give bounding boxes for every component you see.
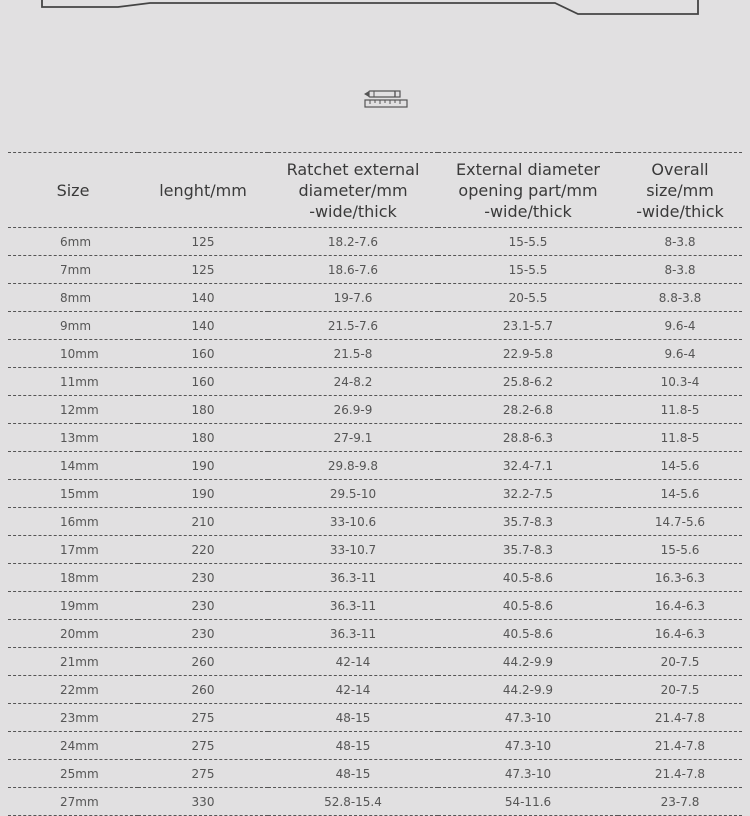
size-cell: 18mm	[8, 564, 138, 592]
size-cell: 20mm	[8, 620, 138, 648]
size-cell: 6mm	[8, 228, 138, 256]
size-cell: 13mm	[8, 424, 138, 452]
opening-diameter-cell: 47.3-10	[438, 760, 618, 788]
length-cell: 260	[138, 648, 268, 676]
table-row	[8, 424, 742, 452]
length-cell: 160	[138, 368, 268, 396]
opening-diameter-cell: 20-5.5	[438, 284, 618, 312]
table-row	[8, 704, 742, 732]
length-cell: 220	[138, 536, 268, 564]
length-cell: 190	[138, 480, 268, 508]
size-cell: 24mm	[8, 732, 138, 760]
table-row	[8, 396, 742, 424]
size-cell: 23mm	[8, 704, 138, 732]
opening-diameter-cell: 28.2-6.8	[438, 396, 618, 424]
length-cell: 180	[138, 424, 268, 452]
header-line: Overall	[651, 159, 709, 179]
ratchet-diameter-cell: 48-15	[268, 704, 438, 732]
wrench-outline-illustration	[0, 0, 750, 20]
opening-diameter-cell: 23.1-5.7	[438, 312, 618, 340]
length-cell: 330	[138, 788, 268, 816]
length-cell: 180	[138, 396, 268, 424]
size-spec-table	[8, 152, 742, 816]
table-row	[8, 340, 742, 368]
overall-size-cell: 11.8-5	[618, 424, 742, 452]
header-length	[138, 153, 268, 228]
table-row	[8, 536, 742, 564]
size-cell: 12mm	[8, 396, 138, 424]
length-cell: 260	[138, 676, 268, 704]
overall-size-cell: 15-5.6	[618, 536, 742, 564]
header-line: -wide/thick	[309, 201, 397, 221]
opening-diameter-cell: 32.4-7.1	[438, 452, 618, 480]
ratchet-diameter-cell: 42-14	[268, 676, 438, 704]
length-cell: 230	[138, 564, 268, 592]
size-cell: 9mm	[8, 312, 138, 340]
length-cell: 140	[138, 284, 268, 312]
length-cell: 275	[138, 704, 268, 732]
ratchet-diameter-cell: 29.5-10	[268, 480, 438, 508]
overall-size-cell: 8-3.8	[618, 256, 742, 284]
table-row	[8, 508, 742, 536]
ratchet-diameter-cell: 48-15	[268, 760, 438, 788]
length-cell: 160	[138, 340, 268, 368]
opening-diameter-cell: 35.7-8.3	[438, 508, 618, 536]
table-row	[8, 312, 742, 340]
header-ratchet-diameter	[268, 153, 438, 228]
table-row	[8, 480, 742, 508]
overall-size-cell: 8.8-3.8	[618, 284, 742, 312]
overall-size-cell: 8-3.8	[618, 228, 742, 256]
ratchet-diameter-cell: 36.3-11	[268, 620, 438, 648]
overall-size-cell: 9.6-4	[618, 340, 742, 368]
length-cell: 275	[138, 760, 268, 788]
header-size	[8, 153, 138, 228]
opening-diameter-cell: 44.2-9.9	[438, 648, 618, 676]
ratchet-diameter-cell: 24-8.2	[268, 368, 438, 396]
length-cell: 230	[138, 620, 268, 648]
opening-diameter-cell: 47.3-10	[438, 732, 618, 760]
header-line: -wide/thick	[636, 201, 724, 221]
header-overall-size	[618, 153, 742, 228]
ratchet-diameter-cell: 36.3-11	[268, 592, 438, 620]
size-cell: 7mm	[8, 256, 138, 284]
table-row	[8, 620, 742, 648]
table-row	[8, 228, 742, 256]
header-line: -wide/thick	[484, 201, 572, 221]
length-cell: 230	[138, 592, 268, 620]
opening-diameter-cell: 28.8-6.3	[438, 424, 618, 452]
ratchet-diameter-cell: 52.8-15.4	[268, 788, 438, 816]
opening-diameter-cell: 40.5-8.6	[438, 620, 618, 648]
opening-diameter-cell: 44.2-9.9	[438, 676, 618, 704]
header-line: diameter/mm	[298, 180, 408, 200]
size-cell: 15mm	[8, 480, 138, 508]
overall-size-cell: 21.4-7.8	[618, 704, 742, 732]
overall-size-cell: 20-7.5	[618, 648, 742, 676]
table-row	[8, 760, 742, 788]
size-cell: 14mm	[8, 452, 138, 480]
header-line: External diameter	[456, 159, 600, 179]
size-cell: 19mm	[8, 592, 138, 620]
overall-size-cell: 11.8-5	[618, 396, 742, 424]
size-cell: 11mm	[8, 368, 138, 396]
header-line: opening part/mm	[458, 180, 598, 200]
header-opening-diameter	[438, 153, 618, 228]
opening-diameter-cell: 25.8-6.2	[438, 368, 618, 396]
ratchet-diameter-cell: 18.2-7.6	[268, 228, 438, 256]
opening-diameter-cell: 35.7-8.3	[438, 536, 618, 564]
overall-size-cell: 23-7.8	[618, 788, 742, 816]
ratchet-diameter-cell: 48-15	[268, 732, 438, 760]
size-cell: 8mm	[8, 284, 138, 312]
header-line: Size	[56, 180, 90, 200]
table-row	[8, 256, 742, 284]
opening-diameter-cell: 22.9-5.8	[438, 340, 618, 368]
overall-size-cell: 9.6-4	[618, 312, 742, 340]
ratchet-diameter-cell: 36.3-11	[268, 564, 438, 592]
overall-size-cell: 14-5.6	[618, 452, 742, 480]
opening-diameter-cell: 40.5-8.6	[438, 592, 618, 620]
opening-diameter-cell: 32.2-7.5	[438, 480, 618, 508]
ratchet-diameter-cell: 19-7.6	[268, 284, 438, 312]
overall-size-cell: 16.3-6.3	[618, 564, 742, 592]
ratchet-diameter-cell: 33-10.7	[268, 536, 438, 564]
overall-size-cell: 21.4-7.8	[618, 760, 742, 788]
overall-size-cell: 21.4-7.8	[618, 732, 742, 760]
size-cell: 10mm	[8, 340, 138, 368]
ratchet-diameter-cell: 27-9.1	[268, 424, 438, 452]
table-row	[8, 592, 742, 620]
ratchet-diameter-cell: 29.8-9.8	[268, 452, 438, 480]
table-header-row	[8, 153, 742, 228]
size-cell: 16mm	[8, 508, 138, 536]
size-cell: 21mm	[8, 648, 138, 676]
opening-diameter-cell: 40.5-8.6	[438, 564, 618, 592]
header-line: lenght/mm	[159, 180, 247, 200]
table-row	[8, 788, 742, 816]
size-cell: 17mm	[8, 536, 138, 564]
length-cell: 210	[138, 508, 268, 536]
ratchet-diameter-cell: 42-14	[268, 648, 438, 676]
table-row	[8, 452, 742, 480]
opening-diameter-cell: 47.3-10	[438, 704, 618, 732]
opening-diameter-cell: 54-11.6	[438, 788, 618, 816]
overall-size-cell: 20-7.5	[618, 676, 742, 704]
table-body	[8, 228, 742, 816]
overall-size-cell: 10.3-4	[618, 368, 742, 396]
size-cell: 27mm	[8, 788, 138, 816]
overall-size-cell: 16.4-6.3	[618, 592, 742, 620]
table-row	[8, 732, 742, 760]
length-cell: 125	[138, 256, 268, 284]
table-row	[8, 676, 742, 704]
length-cell: 140	[138, 312, 268, 340]
table-row	[8, 648, 742, 676]
length-cell: 125	[138, 228, 268, 256]
overall-size-cell: 16.4-6.3	[618, 620, 742, 648]
overall-size-cell: 14.7-5.6	[618, 508, 742, 536]
length-cell: 190	[138, 452, 268, 480]
size-cell: 25mm	[8, 760, 138, 788]
opening-diameter-cell: 15-5.5	[438, 228, 618, 256]
header-line: size/mm	[646, 180, 714, 200]
ruler-pencil-icon	[362, 88, 410, 112]
size-cell: 22mm	[8, 676, 138, 704]
ratchet-diameter-cell: 18.6-7.6	[268, 256, 438, 284]
ratchet-diameter-cell: 21.5-8	[268, 340, 438, 368]
ratchet-diameter-cell: 26.9-9	[268, 396, 438, 424]
header-line: Ratchet external	[286, 159, 420, 179]
length-cell: 275	[138, 732, 268, 760]
opening-diameter-cell: 15-5.5	[438, 256, 618, 284]
ratchet-diameter-cell: 33-10.6	[268, 508, 438, 536]
table-row	[8, 368, 742, 396]
ratchet-diameter-cell: 21.5-7.6	[268, 312, 438, 340]
table-row	[8, 284, 742, 312]
table-row	[8, 564, 742, 592]
overall-size-cell: 14-5.6	[618, 480, 742, 508]
